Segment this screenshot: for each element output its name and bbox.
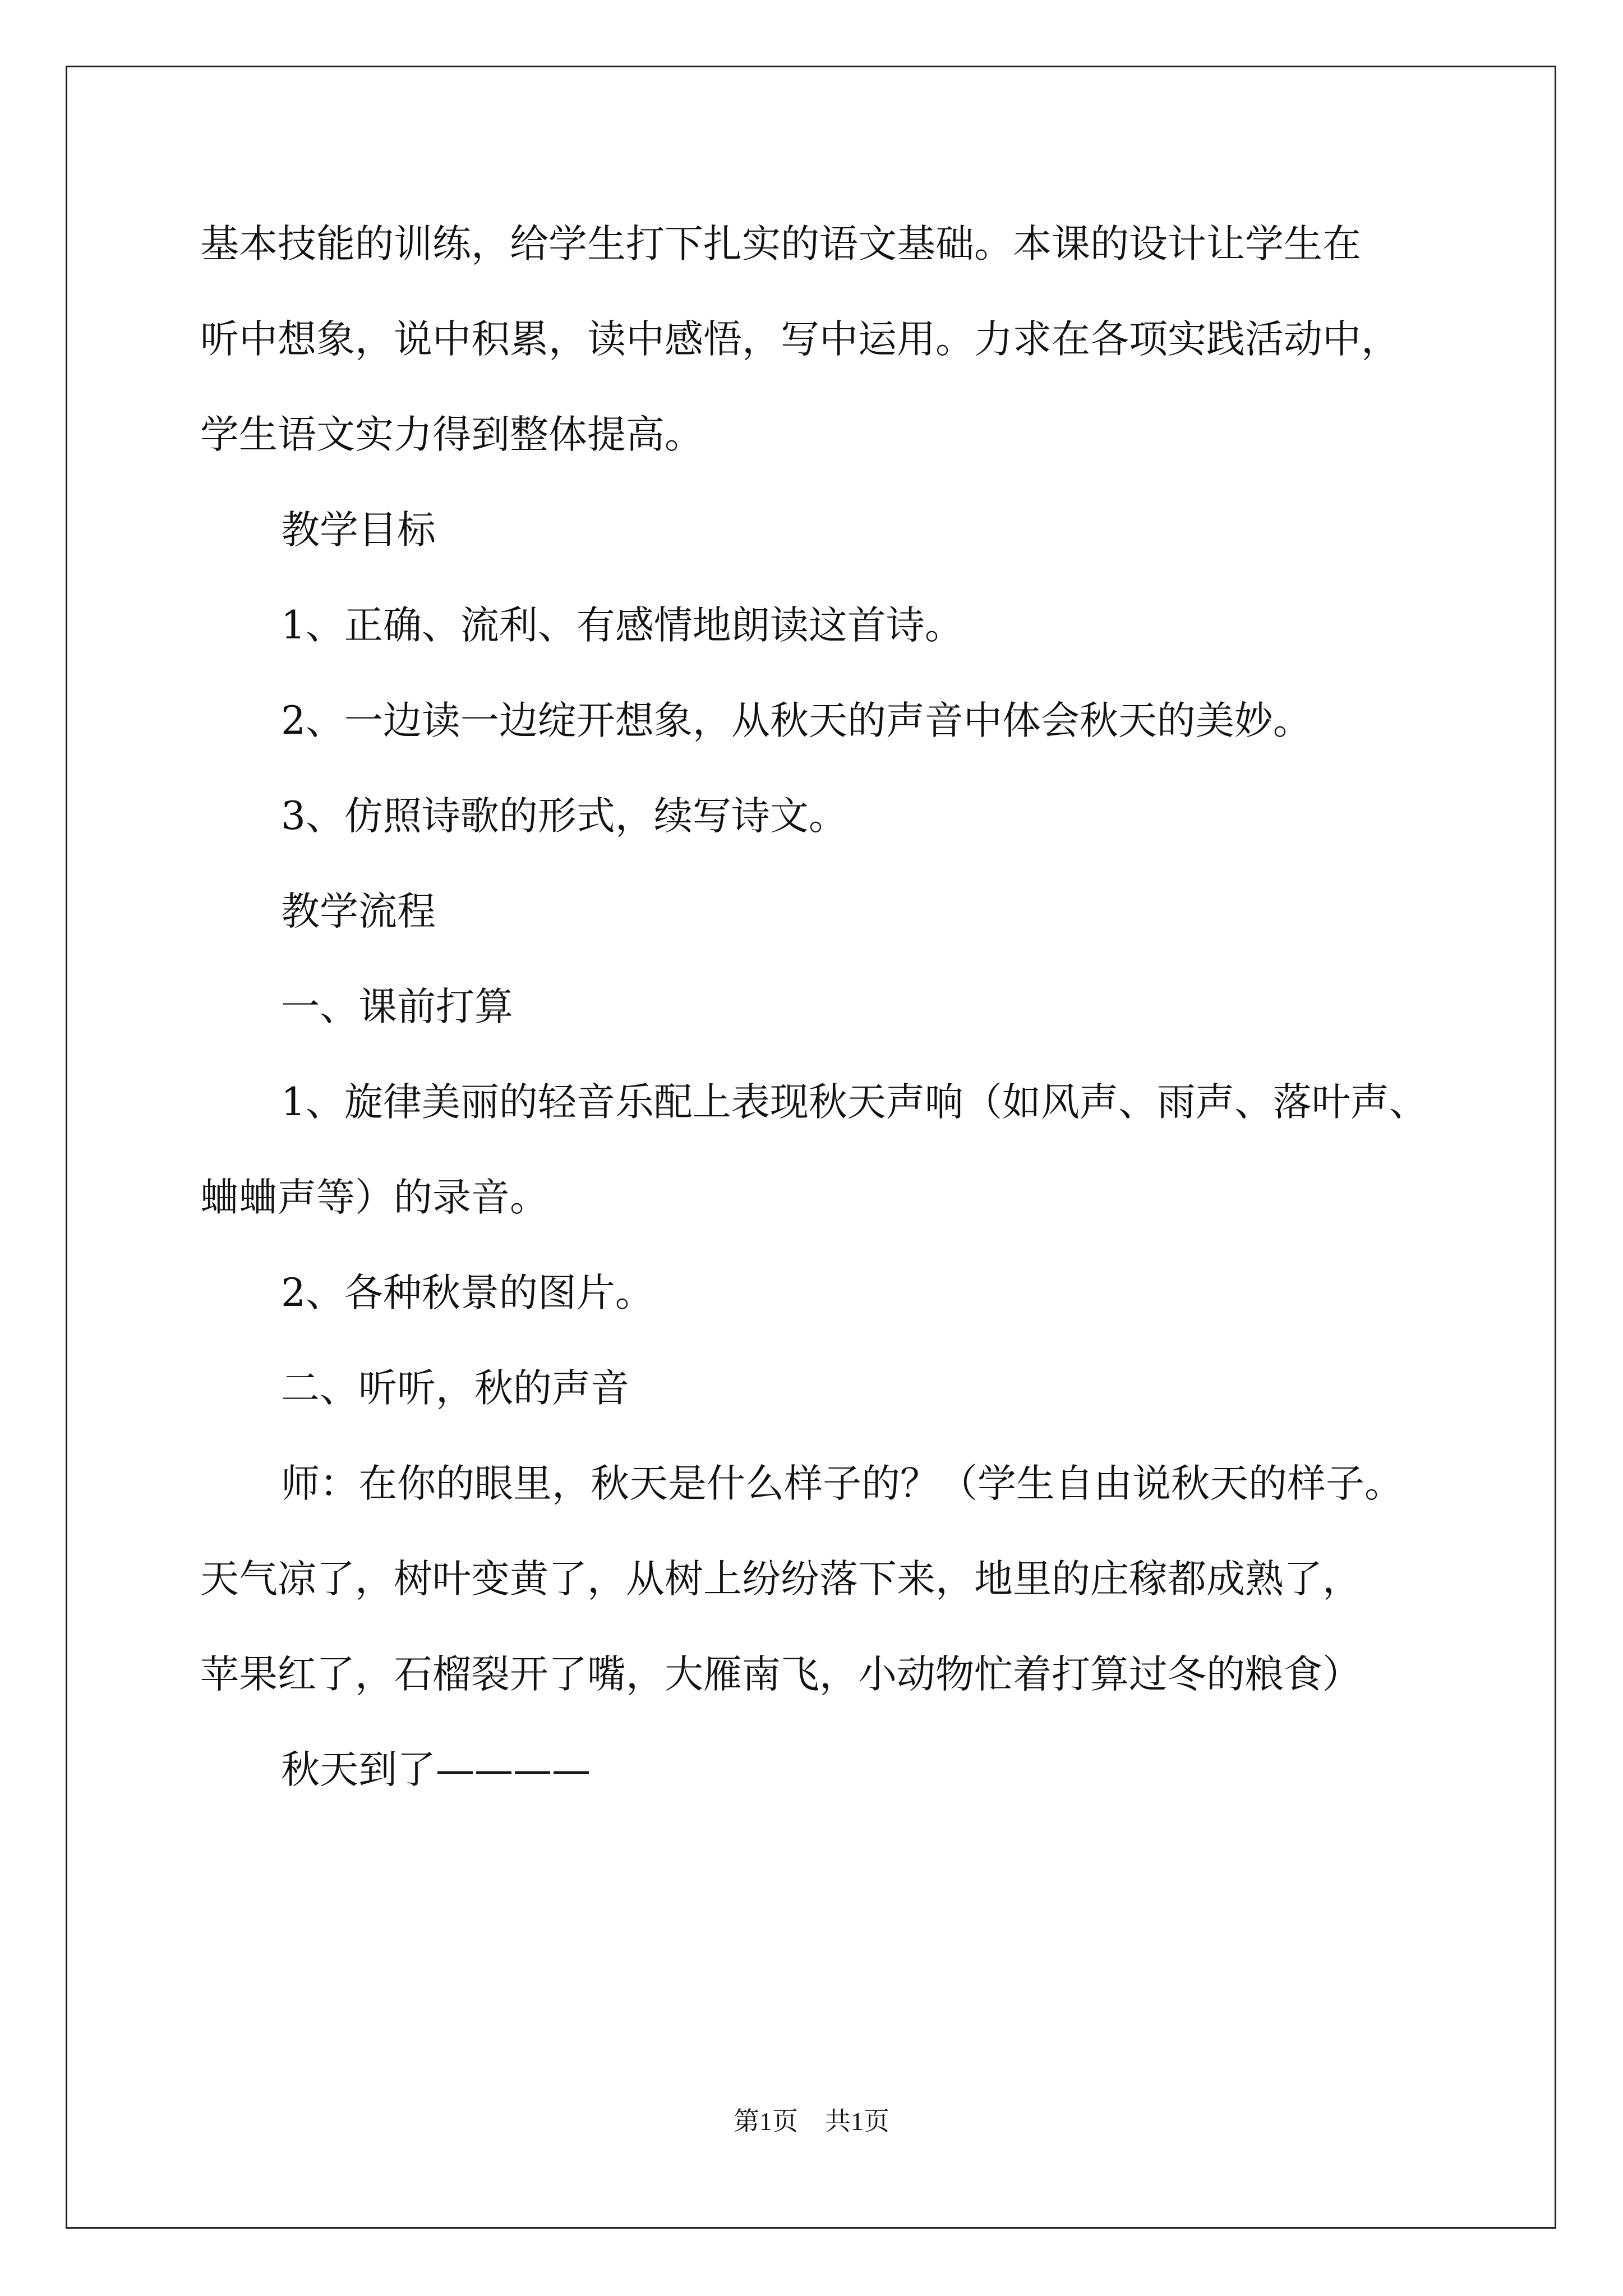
paragraph-line: 蛐蛐声等）的录音。 [200, 1175, 548, 1220]
subsection-heading: 一、课前打算 [281, 984, 513, 1029]
list-item: 2、一边读一边绽开想象，从秋天的声音中体会秋天的美妙。 [281, 698, 1312, 743]
paragraph-line: 听中想象，说中积累，读中感悟，写中运用。力求在各项实践活动中， [200, 317, 1400, 362]
list-item: 2、各种秋景的图片。 [281, 1271, 654, 1315]
section-heading: 教学目标 [281, 508, 436, 553]
paragraph-line: 苹果红了，石榴裂开了嘴，大雁南飞，小动物忙着打算过冬的粮食） [200, 1652, 1361, 1697]
page-total: 共1页 [825, 2107, 889, 2136]
paragraph-line: 基本技能的训练，给学生打下扎实的语文基础。本课的设计让学生在 [200, 222, 1361, 266]
paragraph-line: 秋天到了———— [281, 1747, 591, 1792]
page-number: 第1页 [734, 2107, 798, 2136]
page-footer [0, 2101, 1623, 2138]
paragraph-line: 师：在你的眼里，秋天是什么样子的？（学生自由说秋天的样子。 [281, 1461, 1403, 1506]
paragraph-line: 天气凉了，树叶变黄了，从树上纷纷落下来，地里的庄稼都成熟了， [200, 1557, 1361, 1602]
subsection-heading: 二、听听，秋的声音 [281, 1366, 629, 1411]
list-item: 1、正确、流利、有感情地朗读这首诗。 [281, 603, 963, 648]
document-body [200, 213, 1468, 1834]
list-item: 3、仿照诗歌的形式，续写诗文。 [281, 794, 847, 839]
list-item: 1、旋律美丽的轻音乐配上表现秋天声响（如风声、雨声、落叶声、 [281, 1080, 1428, 1125]
section-heading: 教学流程 [281, 889, 436, 934]
paragraph-line: 学生语文实力得到整体提高。 [200, 412, 703, 457]
